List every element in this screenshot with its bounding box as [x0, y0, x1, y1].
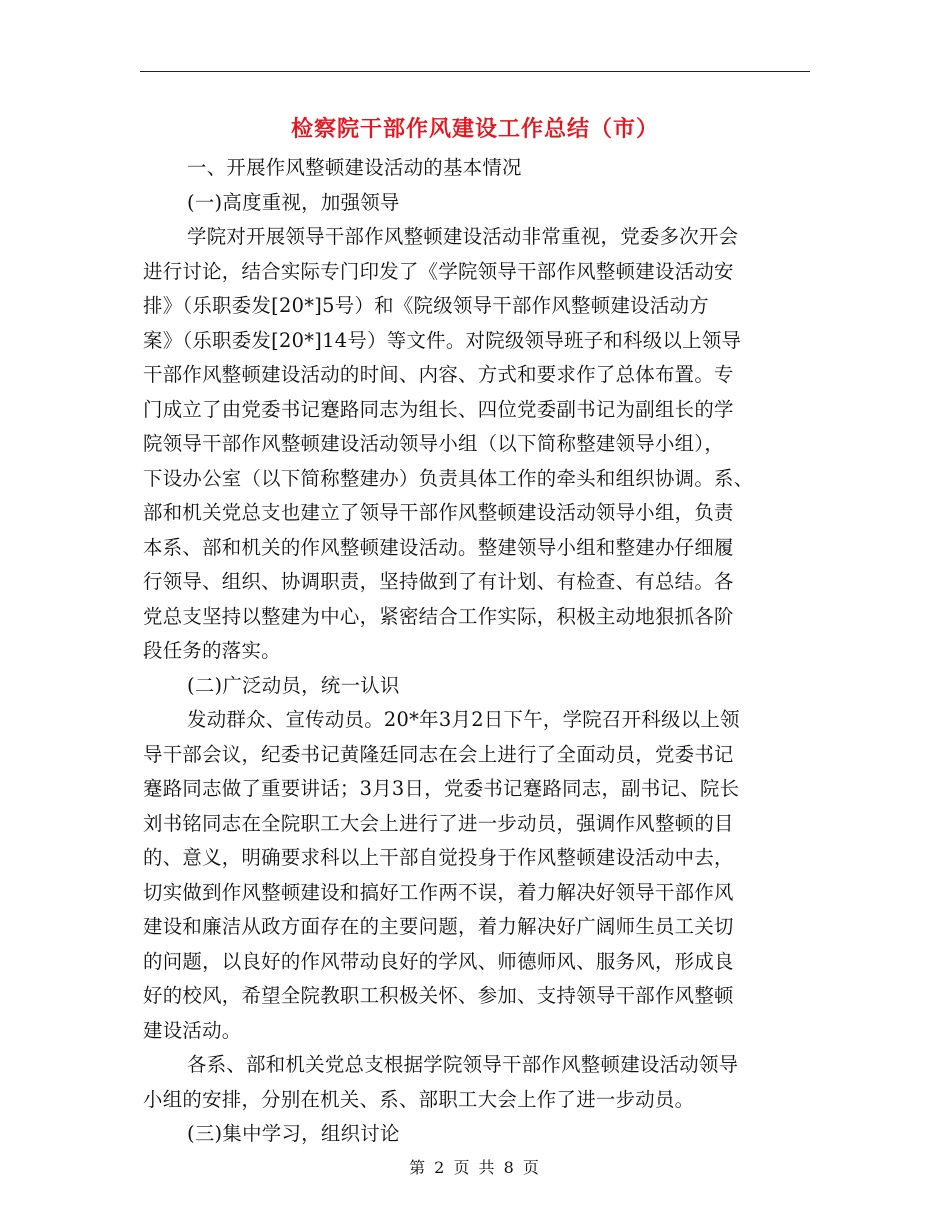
text-line: (一)高度重视，加强领导 [187, 190, 400, 214]
text-line: 进行讨论，结合实际专门印发了《学院领导干部作风整顿建设活动安 [143, 259, 734, 283]
text-line: 党总支坚持以整建为中心，紧密结合工作实际，积极主动地狠抓各阶 [143, 604, 734, 628]
text-line: 各系、部和机关党总支根据学院领导干部作风整顿建设活动领导 [187, 1053, 739, 1076]
text-line: 刘书铭同志在全院职工大会上进行了进一步动员，强调作风整顿的目 [143, 811, 734, 835]
text-line: 建设和廉洁从政方面存在的主要问题，着力解决好广阔师生员工关切 [143, 915, 734, 938]
text-line: 案》（乐职委发[20*]14号）等文件。对院级领导班子和科级以上领导 [143, 328, 742, 352]
text-line: 发动群众、宣传动员。20*年3月2日下午，学院召开科级以上领 [187, 708, 740, 731]
text-line: 院领导干部作风整顿建设活动领导小组（以下简称整建领导小组）， [143, 432, 725, 455]
text-line: (二)广泛动员，统一认识 [187, 673, 400, 697]
text-line: 干部作风整顿建设活动的时间、内容、方式和要求作了总体布置。专 [143, 363, 734, 386]
text-line: 下设办公室（以下简称整建办）负责具体工作的牵头和组织协调。系、 [143, 466, 754, 490]
text-line: 门成立了由党委书记蹇路同志为组长、四位党委副书记为副组长的学 [143, 397, 734, 421]
text-line: 段任务的落实。 [143, 639, 281, 662]
text-line: (三)集中学习，组织讨论 [187, 1122, 400, 1145]
text-line: 蹇路同志做了重要讲话；3月3日，党委书记蹇路同志，副书记、院长 [143, 777, 740, 800]
text-line: 导干部会议，纪委书记黄隆廷同志在会上进行了全面动员，党委书记 [143, 742, 734, 766]
text-line: 小组的安排，分别在机关、系、部职工大会上作了进一步动员。 [143, 1087, 695, 1111]
header-rule [140, 71, 810, 72]
document-title: 检察院干部作风建设工作总结（市） [290, 117, 659, 142]
document-body [143, 151, 809, 1152]
page-number: 第 2 页 共 8 页 [409, 1158, 541, 1177]
text-line: 部和机关党总支也建立了领导干部作风整顿建设活动领导小组，负责 [143, 501, 734, 524]
text-line: 行领导、组织、协调职责，坚持做到了有计划、有检查、有总结。各 [143, 570, 734, 593]
text-line: 排》（乐职委发[20*]5号）和《院级领导干部作风整顿建设活动方 [143, 294, 709, 317]
text-line: 建设活动。 [143, 1018, 242, 1042]
text-line: 本系、部和机关的作风整顿建设活动。整建领导小组和整建办仔细履 [143, 535, 734, 559]
text-line: 好的校风，希望全院教职工积极关怀、参加、支持领导干部作风整顿 [143, 984, 734, 1007]
text-line: 的、意义，明确要求科以上干部自觉投身于作风整顿建设活动中去， [143, 846, 734, 869]
text-line: 的问题，以良好的作风带动良好的学风、师德师风、服务风，形成良 [143, 949, 734, 973]
text-line: 切实做到作风整顿建设和搞好工作两不误，着力解决好领导干部作风 [143, 880, 734, 904]
text-line: 一、开展作风整顿建设活动的基本情况 [187, 156, 522, 179]
text-line: 学院对开展领导干部作风整顿建设活动非常重视，党委多次开会 [187, 225, 739, 248]
